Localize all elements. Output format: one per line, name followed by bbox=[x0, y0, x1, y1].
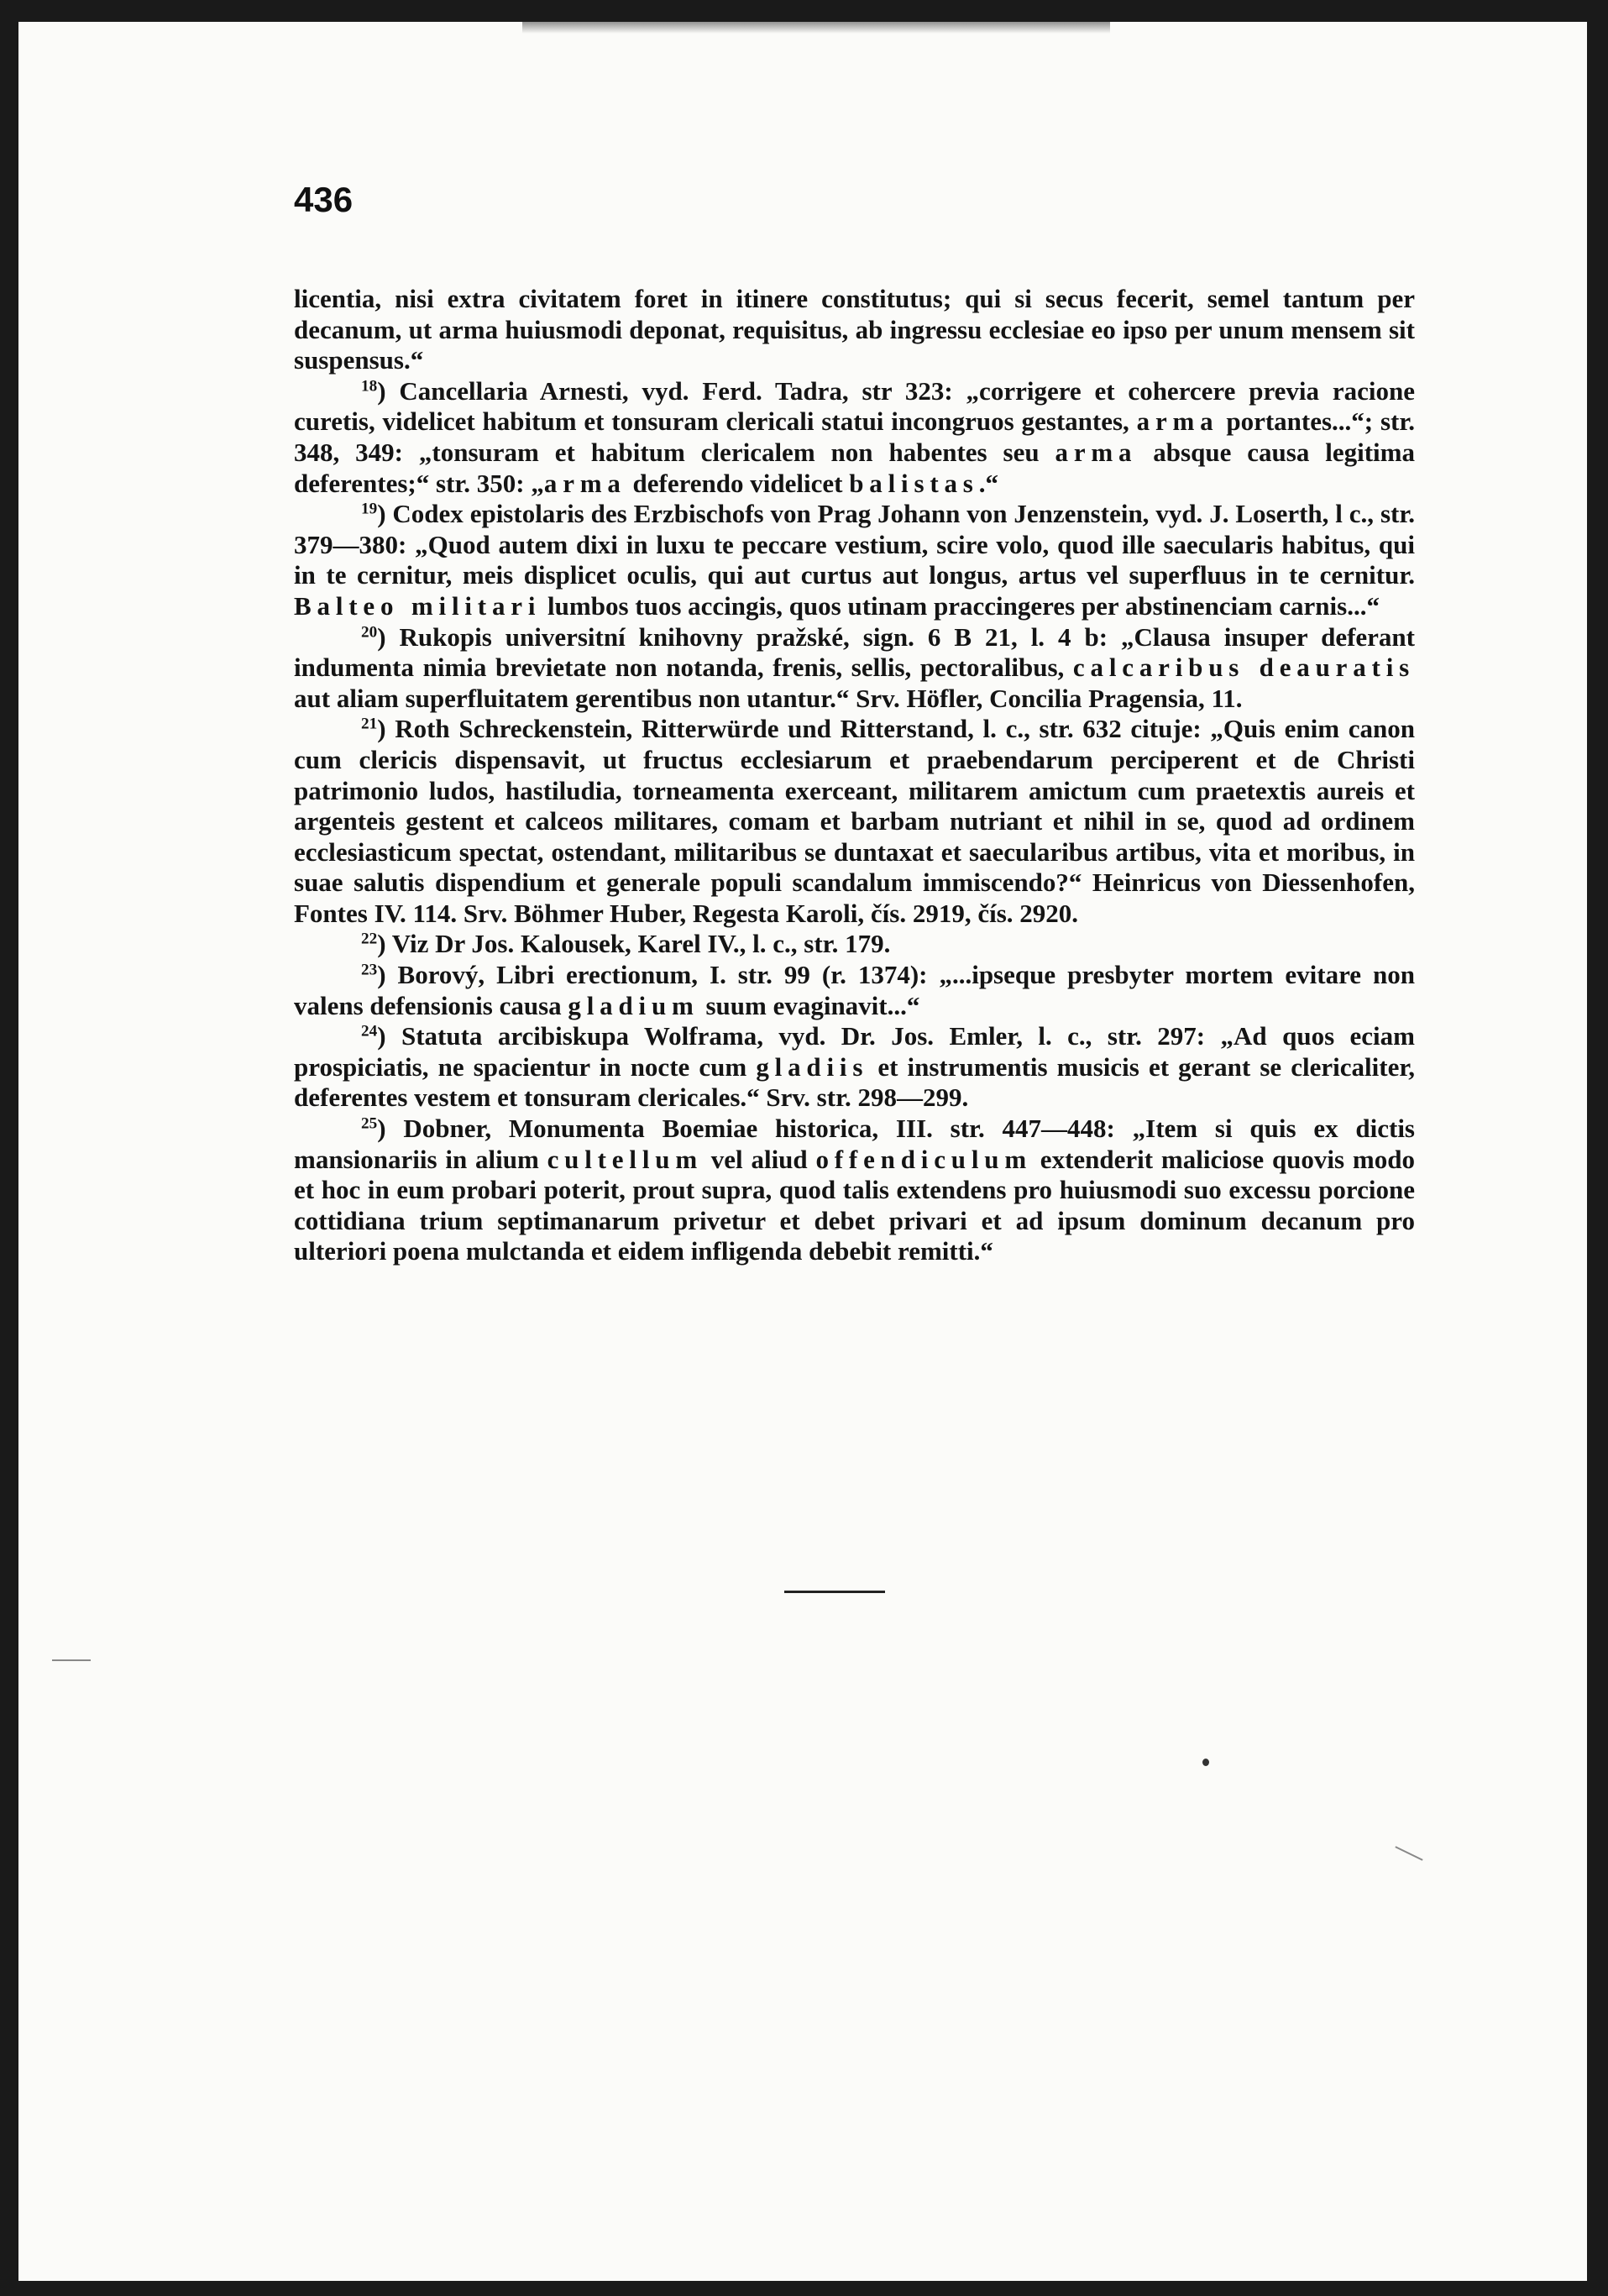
spaced-emphasis: balistas bbox=[849, 468, 979, 498]
footnote-text: vel aliud bbox=[702, 1144, 816, 1174]
footnote-22 bbox=[294, 929, 1415, 960]
footnote-number: 24 bbox=[361, 1022, 378, 1041]
footnote-text: Viz Dr Jos. Kalousek, Karel IV., l. c., str. 179. bbox=[391, 929, 891, 959]
scan-speck bbox=[1395, 1846, 1422, 1861]
footnote-text: Codex epistolaris des Erzbischofs von Prag Johann von Jenzenstein, vyd. J. Loserth, l c., str. 379—380: „Quod autem dixi in luxu te peccare vestium, scire volo, quod ille saecularis habitus, qui in te cernitur, meis displicet oculis, qui aut curtus aut longus, artus vel superfluus in te cernitur. bbox=[294, 499, 1415, 590]
footnote-paren: ) bbox=[377, 714, 395, 744]
footnote-number: 18 bbox=[361, 377, 378, 396]
scan-speck bbox=[1202, 1759, 1209, 1766]
spaced-emphasis: cultellum bbox=[547, 1144, 703, 1174]
footnote-paren: ) bbox=[377, 929, 392, 959]
footnote-25 bbox=[294, 1114, 1415, 1267]
footnote-paren: ) bbox=[377, 1021, 401, 1051]
footnote-paren: ) bbox=[377, 621, 400, 652]
book-page bbox=[18, 22, 1587, 2281]
spaced-emphasis: Balteo militari bbox=[294, 590, 542, 621]
spaced-emphasis: arma bbox=[1055, 437, 1138, 467]
intro-paragraph: licentia, nisi extra civitatem foret in itinere constitutus; qui si secus fecerit, semel tantum per decanum, ut arma huiusmodi deponat, requisitus, ab ingressu ecclesiae eo ipso per unum mensem sit suspensus.“ bbox=[294, 284, 1415, 375]
footnote-paren: ) bbox=[377, 499, 393, 529]
footnote-number: 22 bbox=[361, 930, 378, 948]
footnote-21 bbox=[294, 714, 1415, 929]
footnote-number: 20 bbox=[361, 622, 378, 641]
end-rule bbox=[784, 1591, 885, 1593]
footnote-number: 21 bbox=[361, 715, 378, 733]
footnotes-block bbox=[294, 284, 1415, 1267]
footnote-text: aut aliam superfluitatem gerentibus non utantur.“ Srv. Höfler, Concilia Pragensia, 11. bbox=[294, 683, 1243, 713]
footnote-text: lumbos tuos accingis, quos utinam praccingeres per abstinenciam carnis...“ bbox=[541, 590, 1380, 621]
footnote-text: Borový, Libri erectionum, I. str. 99 (r. 1374): „...ipseque presbyter mortem evitare non valens defensionis causa bbox=[294, 960, 1416, 1020]
footnote-23 bbox=[294, 960, 1415, 1021]
footnote-text: Roth Schreckenstein, Ritterwürde und Ritterstand, l. c., str. 632 cituje: „Quis enim canon cum clericis dispensavit, ut fructus ecclesiarum et praebendarum perciperent et de Christi patrimonio ludos, hastiludia, torneamenta exerceant, militarem amictum cum praetextis aureis et argenteis gestent et calceos militares, comam et barbam nutriant et nihil in se, quod ad ordinem ecclesiasticum spectat, ostendant, militaribus se duntaxat et saecularibus artibus, vita et moribus, in suae salutis dispendium et generale populi scandalum immiscendo?“ Heinricus von Diessenhofen, Fontes IV. 114. Srv. Böhmer Huber, Regesta Karoli, čís. 2919, čís. 2920. bbox=[294, 714, 1415, 928]
scan-shadow bbox=[522, 22, 1110, 34]
footnote-number: 23 bbox=[361, 961, 378, 979]
spaced-emphasis: calcaribus deauratis bbox=[1072, 653, 1416, 683]
footnote-text: suum evaginavit...“ bbox=[699, 990, 920, 1020]
footnote-text: Rukopis universitní knihovny pražské, sign. 6 B 21, l. 4 b: „Clausa insuper deferant indumenta nimia brevietate non notanda, frenis, sellis, pectoralibus, bbox=[294, 621, 1415, 683]
footnote-text: Statuta arcibiskupa Wolframa, vyd. Dr. Jos. Emler, l. c., str. 297: „Ad quos eciam prospiciatis, ne spacientur in nocte cum bbox=[294, 1021, 1415, 1082]
footnote-text: deferendo videlicet bbox=[626, 468, 850, 498]
footnote-text: et instrumentis musicis et gerant se clericaliter, deferentes vestem et tonsuram clericales.“ Srv. str. 298—299. bbox=[294, 1051, 1416, 1113]
footnote-19 bbox=[294, 499, 1415, 621]
spaced-emphasis: gladiis bbox=[756, 1051, 869, 1082]
footnote-number: 19 bbox=[361, 500, 378, 518]
footnote-20 bbox=[294, 622, 1415, 715]
footnote-paren: ) bbox=[377, 1114, 404, 1144]
footnote-number: 25 bbox=[361, 1114, 378, 1133]
footnote-paren: ) bbox=[377, 960, 398, 990]
spaced-emphasis: offendiculum bbox=[815, 1144, 1032, 1174]
spaced-emphasis: arma bbox=[1136, 406, 1219, 437]
footnote-text: Cancellaria Arnesti, vyd. Ferd. Tadra, str 323: „corrigere et cohercere previa racione curetis, videlicet habitum et tonsuram clericali statui incongruos gestantes, bbox=[294, 375, 1415, 437]
footnote-list bbox=[294, 376, 1415, 1267]
footnote-24 bbox=[294, 1021, 1415, 1114]
scan-speck bbox=[52, 1659, 91, 1661]
footnote-text: .“ bbox=[978, 468, 998, 498]
footnote-18 bbox=[294, 376, 1415, 499]
footnote-text: extenderit maliciose quovis modo et hoc in eum probari poterit, prout supra, quod talis extendens pro huiusmodi suo excessu porcione cottidiana trium septimanarum privetur et debet privari et ad ipsum dominum decanum pro ulteriori poena mulctanda et eidem infligenda debebit remitti.“ bbox=[294, 1144, 1415, 1266]
footnote-text: absque causa legitima deferentes;“ str. 350: „ bbox=[294, 437, 1415, 498]
footnote-paren: ) bbox=[377, 375, 400, 406]
spaced-emphasis: gladium bbox=[568, 990, 699, 1020]
page-number: 436 bbox=[294, 180, 354, 219]
footnote-text: Dobner, Monumenta Boemiae historica, III. str. 447—448: „Item si quis ex dictis mansionariis in alium bbox=[294, 1114, 1415, 1174]
spaced-emphasis: arma bbox=[543, 468, 626, 498]
footnote-text: portantes...“; str. 348, 349: „tonsuram et habitum clericalem non habentes seu bbox=[294, 406, 1415, 467]
